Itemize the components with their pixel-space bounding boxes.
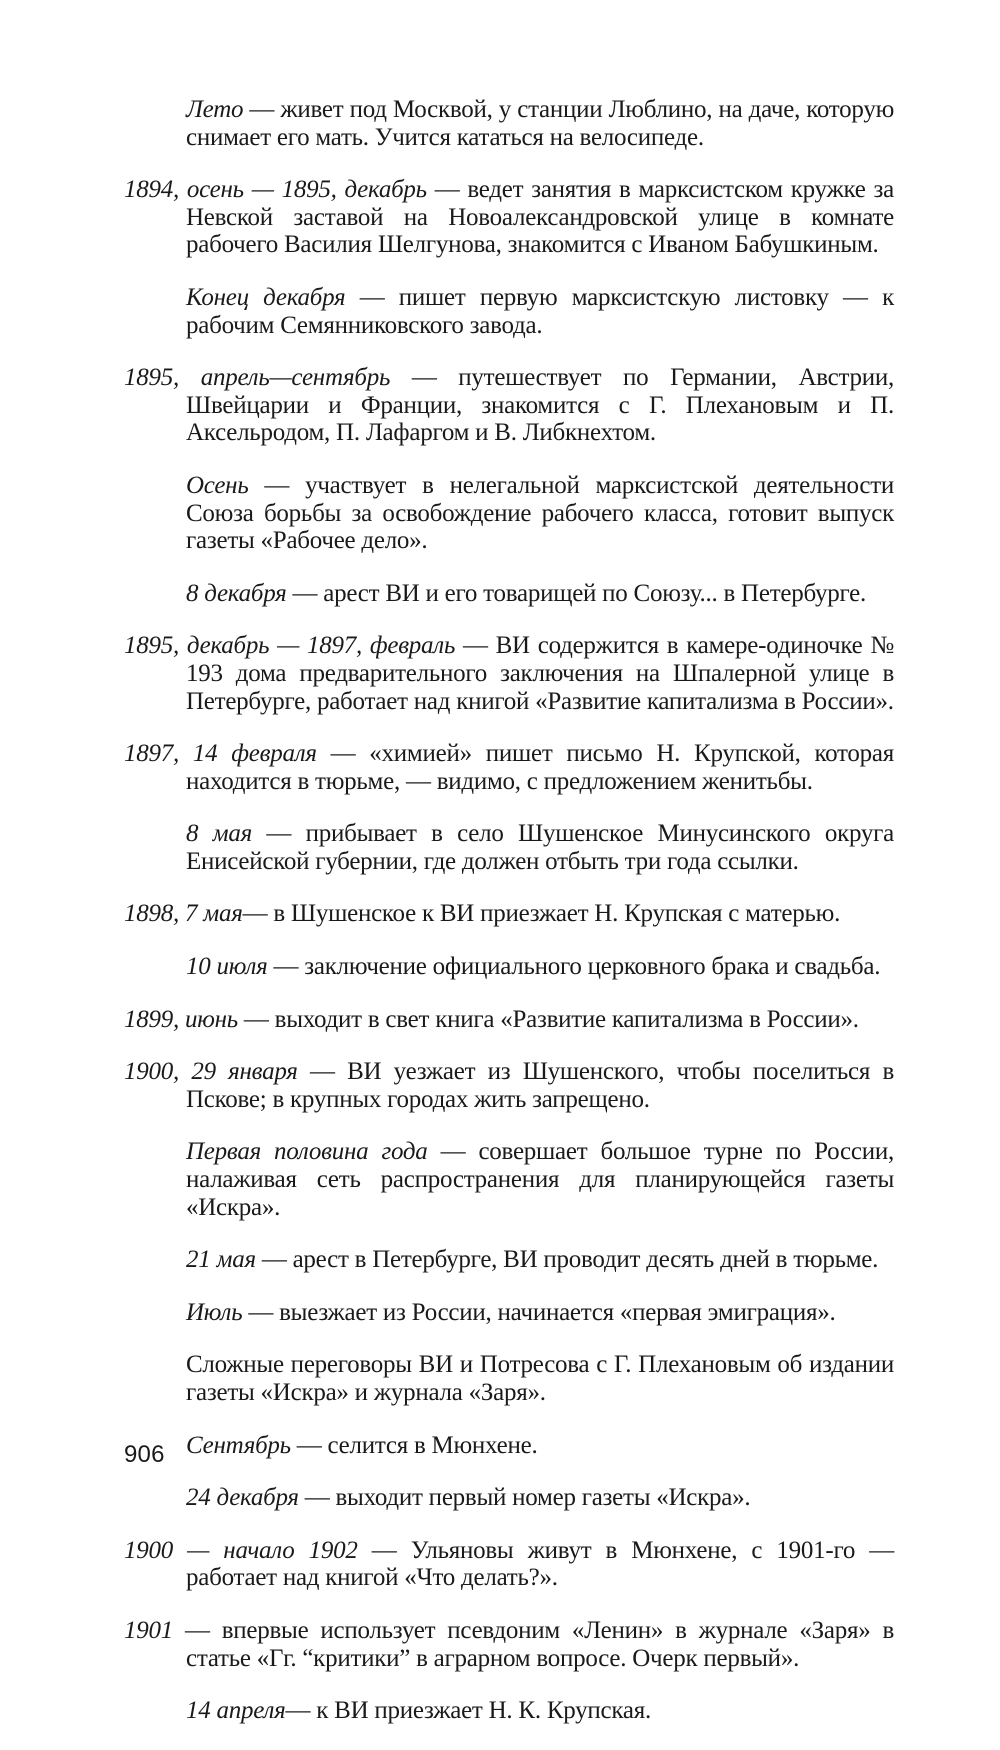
entry-text: участвует в нелегальной марксистской деятельности Союза борьбы за освобождение рабочего класса, готовит выпуск газеты «Рабочее дело».	[186, 471, 894, 555]
entry-date: 10 июля	[186, 953, 268, 981]
entry-separator: —	[242, 1298, 280, 1326]
entry-separator: —	[237, 1005, 275, 1033]
entry-separator: —	[297, 1058, 348, 1086]
entry-date: 1895, декабрь — 1897, февраль	[124, 632, 456, 660]
entry-date: 1900, 29 января	[124, 1058, 298, 1086]
entry-date: Июль	[186, 1298, 243, 1326]
entry-date: Первая половина года	[186, 1138, 428, 1166]
entry-text: к ВИ приезжает Н. К. Крупская.	[316, 1697, 652, 1725]
entry-date: Лето	[186, 96, 244, 123]
entry-date: 24 декабря	[186, 1484, 299, 1512]
entry-text: ВИ содержится в камере-одиночке № 193 дома предварительного заключения на Шпалерной улице в Петербурге, работает над книгой «Развитие капитализма в России».	[186, 632, 894, 715]
chronology-entry	[124, 96, 894, 151]
chronology-entry	[124, 820, 894, 875]
page-number: 906	[124, 1441, 165, 1468]
chronology-text	[124, 96, 894, 1750]
chronology-entry	[124, 1537, 894, 1592]
chronology-entry	[124, 364, 894, 447]
chronology-entry	[124, 1006, 894, 1034]
entry-date: 14 апреля	[186, 1697, 286, 1725]
entry-text: путешествует по Германии, Австрии, Швейцарии и Франции, знакомится с Г. Плехановым и П. Аксельродом, П. Лафаргом и В. Либкнехтом.	[186, 364, 895, 447]
entry-separator: —	[173, 1616, 222, 1644]
chronology-entry	[124, 900, 894, 928]
entry-separator: —	[255, 1246, 293, 1274]
chronology-entry	[124, 1299, 894, 1327]
entry-text: арест в Петербурге, ВИ проводит десять дней в тюрьме.	[292, 1246, 879, 1274]
entry-text: арест ВИ и его товарищей по Союзу... в Петербурге.	[323, 579, 867, 607]
entry-separator: —	[285, 1697, 317, 1725]
chronology-entry	[124, 176, 894, 259]
entry-date: Осень	[186, 471, 249, 499]
chronology-entry	[124, 1058, 894, 1113]
chronology-entry	[124, 1351, 894, 1406]
chronology-entry	[124, 740, 894, 795]
entry-separator: —	[252, 820, 306, 848]
entry-separator: —	[286, 579, 324, 607]
entry-date: 1895, апрель—сентябрь	[124, 364, 391, 392]
entry-text: «химией» пишет письмо Н. Крупской, которая находится в тюрьме, — видимо, с предложением женитьбы.	[186, 740, 894, 795]
entry-date: 1897, 14 февраля	[124, 740, 317, 768]
entry-text: ведет занятия в марксистском кружке за Невской заставой на Новоалександровской улице в комнате рабочего Василия Шелгунова, знакомится с Иваном Бабушкиным.	[186, 176, 894, 259]
entry-separator: —	[290, 1431, 328, 1459]
entry-date: 21 мая	[186, 1246, 256, 1274]
entry-date: 1900 — начало 1902	[124, 1536, 358, 1564]
chronology-entry	[124, 284, 894, 339]
entry-date: 1899, июнь	[124, 1005, 238, 1033]
entry-date: 1894, осень — 1895, декабрь	[124, 176, 427, 204]
chronology-entry	[124, 1138, 894, 1221]
entry-separator: —	[426, 176, 468, 204]
entry-text: выходит первый номер газеты «Искра».	[335, 1484, 751, 1512]
entry-text: Ульяновы живут в Мюнхене, с 1901-го — работает над книгой «Что делать?».	[186, 1536, 895, 1592]
chronology-entry	[124, 472, 894, 555]
chronology-entry	[124, 1697, 894, 1725]
entry-text: в Шушенское к ВИ приезжает Н. Крупская с матерью.	[273, 900, 841, 928]
entry-separator: —	[427, 1138, 479, 1166]
entry-text: пишет первую марксистскую листовку — к рабочим Семянниковского завода.	[186, 283, 894, 339]
entry-date: 8 мая	[186, 820, 252, 848]
entry-text: заключение официального церковного брака и свадьба.	[304, 953, 881, 981]
entry-text: прибывает в село Шушенское Минусинского округа Енисейской губернии, где должен отбыть три года ссылки.	[186, 820, 895, 875]
chronology-entry	[124, 1484, 894, 1512]
entry-text: Сложные переговоры ВИ и Потресова с Г. Плехановым об издании газеты «Искра» и журнала «Заря».	[186, 1351, 894, 1406]
entry-separator: —	[455, 632, 496, 660]
entry-separator: —	[248, 471, 306, 499]
entry-separator: —	[390, 364, 459, 392]
entry-text: ВИ уезжает из Шушенского, чтобы поселиться в Пскове; в крупных городах жить запрещено.	[186, 1058, 895, 1113]
entry-date: Конец декабря	[186, 283, 346, 311]
entry-text: выезжает из России, начинается «первая эмиграция».	[279, 1298, 836, 1326]
entry-date: 1898, 7 мая	[124, 900, 243, 928]
entry-date: 8 декабря	[186, 579, 287, 607]
entry-text: совершает большое турне по России, налаживая сеть распространения для планирующейся газеты «Искра».	[186, 1138, 894, 1221]
entry-separator: —	[298, 1484, 336, 1512]
chronology-entry	[124, 1432, 894, 1460]
entry-text: выходит в свет книга «Развитие капитализма в России».	[274, 1005, 859, 1033]
entry-separator: —	[345, 283, 399, 311]
chronology-entry	[124, 580, 894, 608]
chronology-entry	[124, 1617, 894, 1672]
entry-separator: —	[267, 953, 305, 981]
entry-separator: —	[316, 740, 370, 768]
chronology-entry	[124, 953, 894, 981]
entry-separator: —	[357, 1536, 411, 1564]
entry-text: живет под Москвой, у станции Люблино, на даче, которую снимает его мать. Учится кататься на велосипеде.	[186, 96, 895, 151]
entry-text: впервые использует псевдоним «Ленин» в журнале «Заря» в статье «Гг. “критики” в аграрном вопросе. Очерк первый».	[186, 1616, 895, 1672]
entry-date: 1901	[124, 1616, 173, 1644]
entry-text: селится в Мюнхене.	[327, 1431, 538, 1459]
entry-separator: —	[243, 96, 281, 123]
chronology-entry	[124, 632, 894, 715]
chronology-entry	[124, 1246, 894, 1274]
entry-separator: —	[242, 900, 274, 928]
entry-date: Сентябрь	[186, 1431, 291, 1459]
